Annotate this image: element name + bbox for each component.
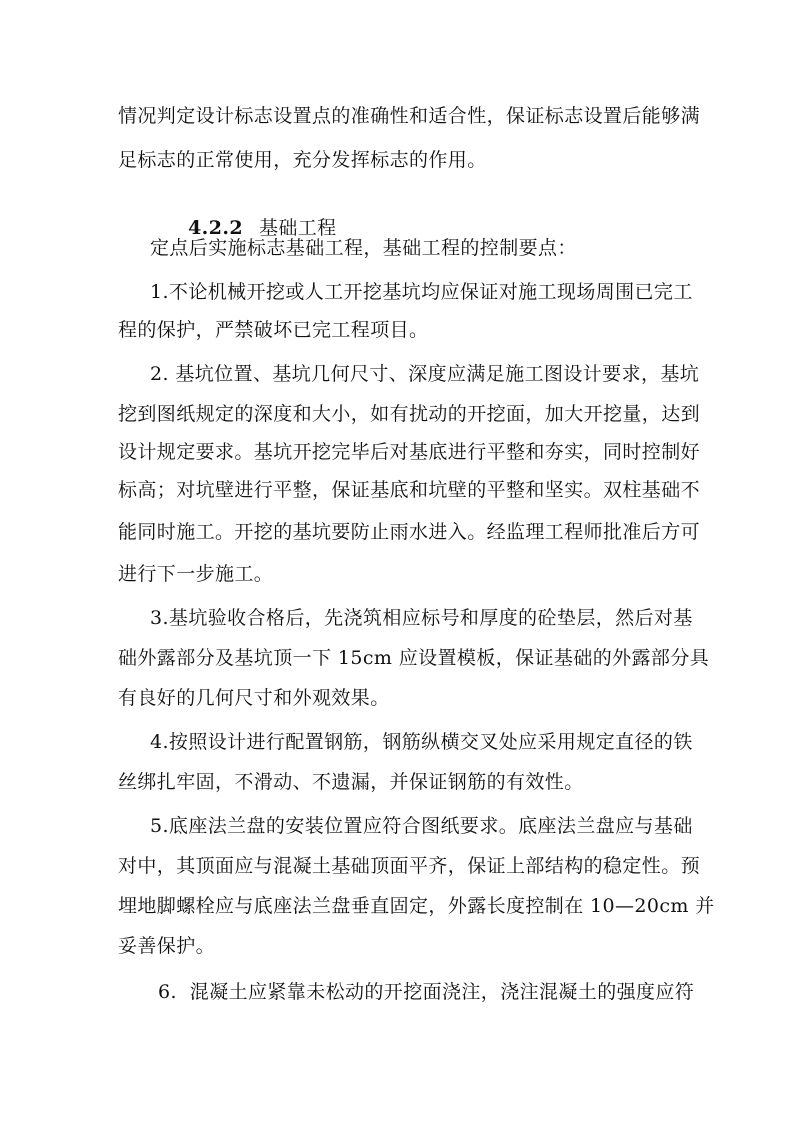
list-item-5: 5.底座法兰盘的安装位置应符合图纸要求。底座法兰盘应与基础 [150, 815, 693, 837]
list-item-4: 4.按照设计进行配置钢筋，钢筋纵横交叉处应采用规定直径的铁 [150, 731, 693, 753]
text-line: 设计规定要求。基坑开挖完毕后对基底进行平整和夯实，同时控制好 [118, 441, 701, 463]
text-line: 埋地脚螺栓应与底座法兰盘垂直固定，外露长度控制在 10—20cm 并 [118, 895, 715, 917]
text-line: 定点后实施标志基础工程，基础工程的控制要点： [150, 237, 577, 259]
text-line: 情况判定设计标志设置点的准确性和适合性，保证标志设置后能够满 [118, 105, 701, 127]
list-item-3: 3.基坑验收合格后，先浇筑相应标号和厚度的砼垫层，然后对基 [150, 607, 693, 629]
text-line: 对中，其顶面应与混凝土基础顶面平齐，保证上部结构的稳定性。预 [118, 855, 701, 877]
text-line: 有良好的几何尺寸和外观效果。 [118, 687, 390, 709]
text-line: 进行下一步施工。 [118, 563, 274, 585]
text-line: 挖到图纸规定的深度和大小，如有扰动的开挖面，加大开挖量，达到 [118, 403, 701, 425]
text-line: 程的保护，严禁破坏已完工程项目。 [118, 319, 429, 341]
text-line: 足标志的正常使用，充分发挥标志的作用。 [118, 149, 487, 171]
text-line: 标高；对坑壁进行平整，保证基底和坑壁的平整和坚实。双柱基础不 [118, 479, 701, 501]
heading-text: 基础工程 [258, 217, 337, 239]
heading-number: 4.2.2 [188, 217, 243, 239]
text-line: 丝绑扎牢固，不滑动、不遗漏，并保证钢筋的有效性。 [118, 771, 584, 793]
list-item-2: 2. 基坑位置、基坑几何尺寸、深度应满足施工图设计要求，基坑 [150, 363, 700, 385]
list-item-6: 6. 混凝土应紧靠未松动的开挖面浇注，浇注混凝土的强度应符 [158, 981, 695, 1003]
list-item-1: 1.不论机械开挖或人工开挖基坑均应保证对施工现场周围已完工 [150, 281, 693, 303]
text-line: 能同时施工。开挖的基坑要防止雨水进入。经监理工程师批准后方可 [118, 521, 701, 543]
text-line: 妥善保护。 [118, 935, 216, 957]
text-line: 础外露部分及基坑顶一下 15cm 应设置模板，保证基础的外露部分具 [118, 647, 710, 669]
